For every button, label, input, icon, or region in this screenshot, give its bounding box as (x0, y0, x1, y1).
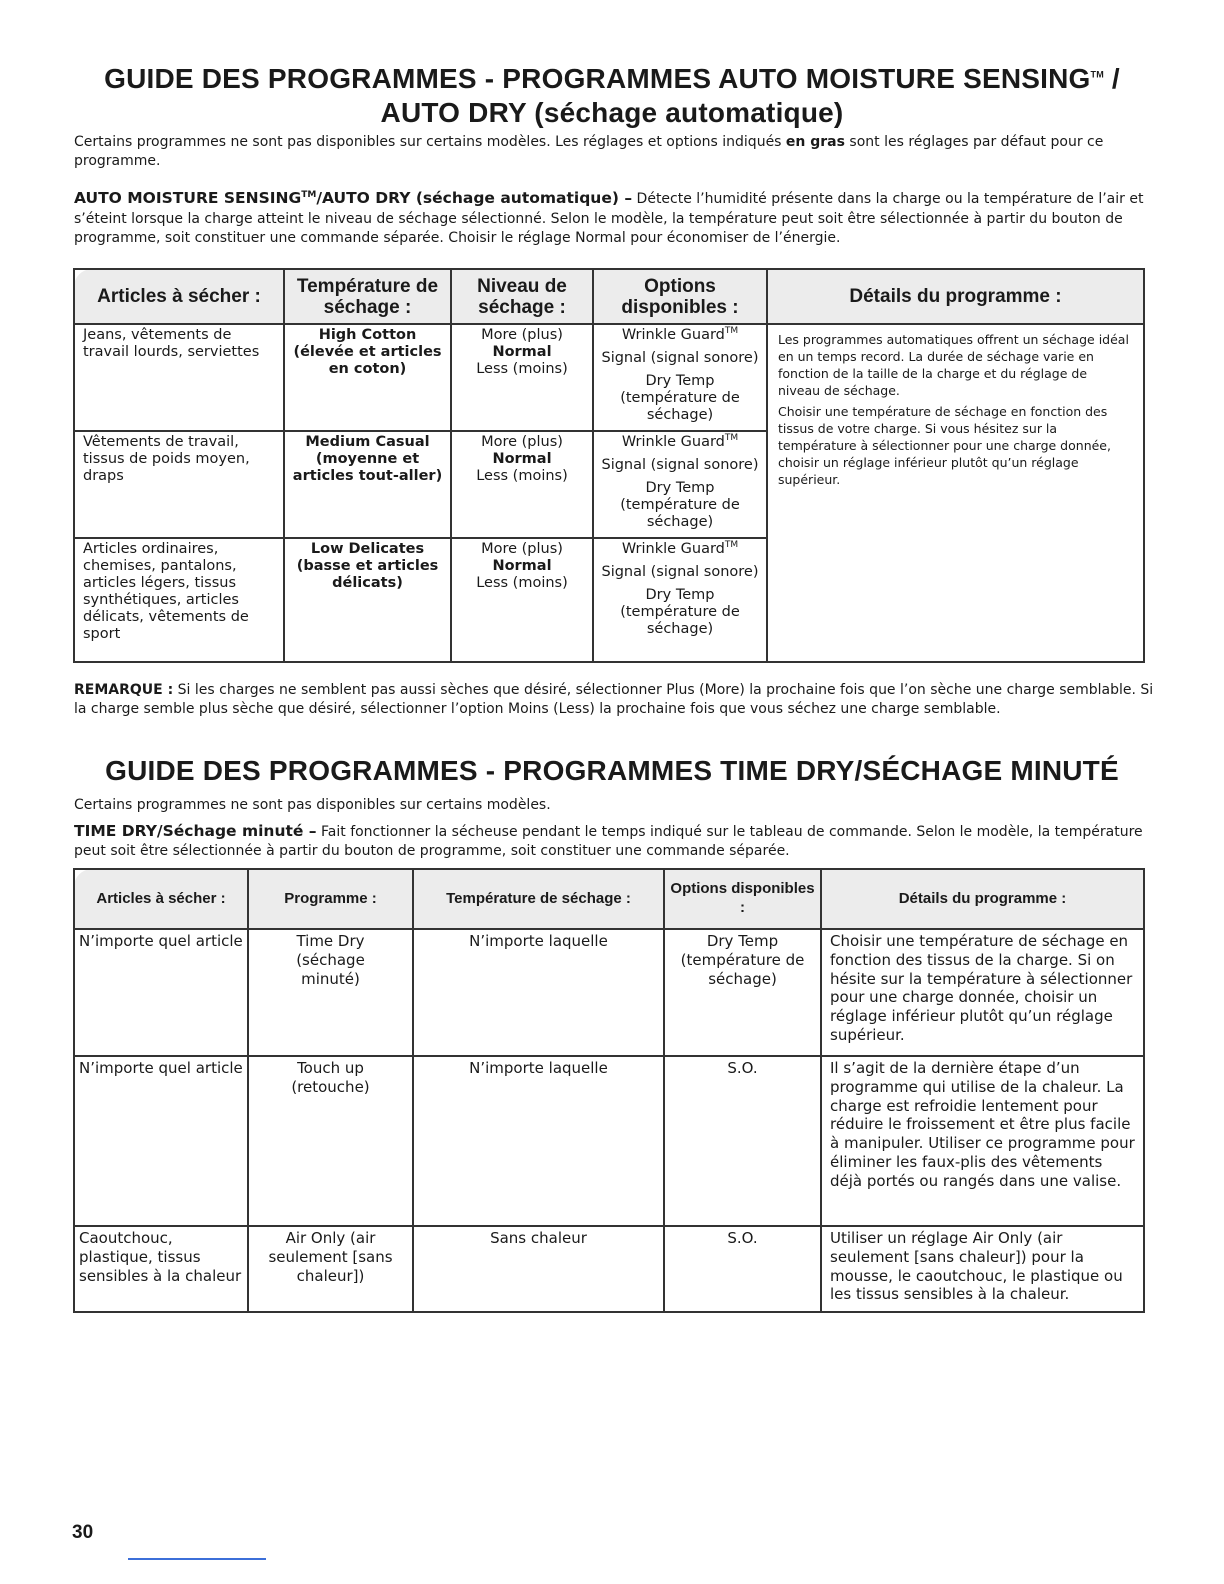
cell-program: Touch up (retouche) (248, 1056, 413, 1226)
cell-program: Air Only (air seulement [sans chaleur]) (248, 1226, 413, 1312)
cell-options: S.O. (664, 1226, 821, 1312)
cell-articles: Articles ordinaires, chemises, pantalons, articles légers, tissus synthétiques, articles délicats, vêtements de sport (74, 538, 284, 662)
table-row (74, 1226, 1144, 1312)
section1-title-line2: AUTO DRY (séchage automatique) (380, 97, 844, 128)
cell-articles: Caoutchouc, plastique, tissus sensibles à la chaleur (74, 1226, 248, 1312)
cell-temperature: High Cotton (élevée et articles en coton) (284, 324, 451, 431)
cell-temperature: Low Delicates (basse et articles délicats) (284, 538, 451, 662)
cell-details: Il s’agit de la dernière étape d’un programme qui utilise de la chaleur. La charge est refroidie lentement pour réduire le froissement et être plus facile à manipuler. Utiliser ce programme pour éliminer les faux-plis des vêtements déjà portés ou rangés dans une valise. (821, 1056, 1144, 1226)
header-options: Options disponibles : (593, 269, 767, 324)
cell-articles: N’importe quel article (74, 1056, 248, 1226)
header-articles: Articles à sécher : (74, 269, 284, 324)
section1-title-line1: GUIDE DES PROGRAMMES - PROGRAMMES AUTO MOISTURE SENSING™ / (104, 63, 1120, 94)
header-temperature: Température de séchage : (284, 269, 451, 324)
auto-dry-table (73, 268, 1145, 663)
header-temperature: Température de séchage : (413, 869, 664, 929)
table-header-row (74, 269, 1144, 324)
table-row (74, 324, 1144, 431)
header-program: Programme : (248, 869, 413, 929)
cell-details: Choisir une température de séchage en fonction des tissus de la charge. Si on hésite sur la température à sélectionner pour une charge donnée, choisir un réglage inférieur plutôt qu’un réglage supérieur. (821, 929, 1144, 1056)
section2-title: GUIDE DES PROGRAMMES - PROGRAMMES TIME DRY/SÉCHAGE MINUTÉ (105, 755, 1119, 786)
page-number: 30 (72, 1522, 94, 1543)
cell-articles: Jeans, vêtements de travail lourds, serviettes (74, 324, 284, 431)
cell-options: Dry Temp (température de séchage) (664, 929, 821, 1056)
section2-description: TIME DRY/Séchage minuté – Fait fonctionner la sécheuse pendant le temps indiqué sur le tableau de commande. Selon le modèle, la température peut soit être sélectionnée à partir du bouton de programme, soit constituer une commande séparée. (74, 822, 1143, 859)
section2-intro: Certains programmes ne sont pas disponibles sur certains modèles. (74, 797, 551, 813)
table-row (74, 929, 1144, 1056)
header-details: Détails du programme : (767, 269, 1144, 324)
table-row (74, 1056, 1144, 1226)
section1-intro: Certains programmes ne sont pas disponibles sur certains modèles. Les réglages et options indiqués en gras sont les réglages par défaut pour ce programme. (74, 134, 1104, 169)
cell-articles: Vêtements de travail, tissus de poids moyen, draps (74, 431, 284, 538)
cell-temperature: Medium Casual (moyenne et articles tout-aller) (284, 431, 451, 538)
cell-level: More (plus) Normal Less (moins) (451, 538, 593, 662)
header-options: Options disponibles : (664, 869, 821, 929)
cell-options: S.O. (664, 1056, 821, 1226)
section1-description: AUTO MOISTURE SENSING™/AUTO DRY (séchage automatique) – Détecte l’humidité présente dans la charge ou la température de l’air et s’éteint lorsque la charge atteint le niveau de séchage sélectionné. Selon le modèle, la température peut soit être sélectionnée à partir du bouton de programme, soit constituer une commande séparée. Choisir le réglage Normal pour économiser de l’énergie. (74, 189, 1144, 246)
cell-temperature: N’importe laquelle (413, 929, 664, 1056)
cell-level: More (plus) Normal Less (moins) (451, 431, 593, 538)
section1-note: REMARQUE : Si les charges ne semblent pas aussi sèches que désiré, sélectionner Plus (More) la prochaine fois que l’on sèche une charge semblable. Si la charge semble plus sèche que désiré, sélectionner l’option Moins (Less) la prochaine fois que vous séchez une charge semblable. (74, 682, 1154, 718)
cell-details: Utiliser un réglage Air Only (air seulement [sans chaleur]) pour la mousse, le caoutchouc, le plastique ou les tissus sensibles à la chaleur. (821, 1226, 1144, 1312)
cell-options: Wrinkle Guard™ Signal (signal sonore) Dry Temp (température de séchage) (593, 431, 767, 538)
header-articles: Articles à sécher : (74, 869, 248, 929)
cell-options: Wrinkle Guard™ Signal (signal sonore) Dry Temp (température de séchage) (593, 538, 767, 662)
footer-rule (128, 1558, 266, 1560)
time-dry-table (73, 868, 1145, 1313)
cell-options: Wrinkle Guard™ Signal (signal sonore) Dry Temp (température de séchage) (593, 324, 767, 431)
cell-details: Les programmes automatiques offrent un séchage idéal en un temps record. La durée de séchage varie en fonction de la taille de la charge et du réglage de niveau de séchage. Choisir une température de séchage en fonction des tissus de votre charge. Si vous hésitez sur la température à sélectionner pour une charge donnée, choisir un réglage inférieur plutôt qu’un réglage supérieur. (767, 324, 1144, 662)
header-details: Détails du programme : (821, 869, 1144, 929)
cell-temperature: N’importe laquelle (413, 1056, 664, 1226)
cell-articles: N’importe quel article (74, 929, 248, 1056)
cell-temperature: Sans chaleur (413, 1226, 664, 1312)
cell-level: More (plus) Normal Less (moins) (451, 324, 593, 431)
header-level: Niveau de séchage : (451, 269, 593, 324)
cell-program: Time Dry (séchage minuté) (248, 929, 413, 1056)
table-header-row (74, 869, 1144, 929)
